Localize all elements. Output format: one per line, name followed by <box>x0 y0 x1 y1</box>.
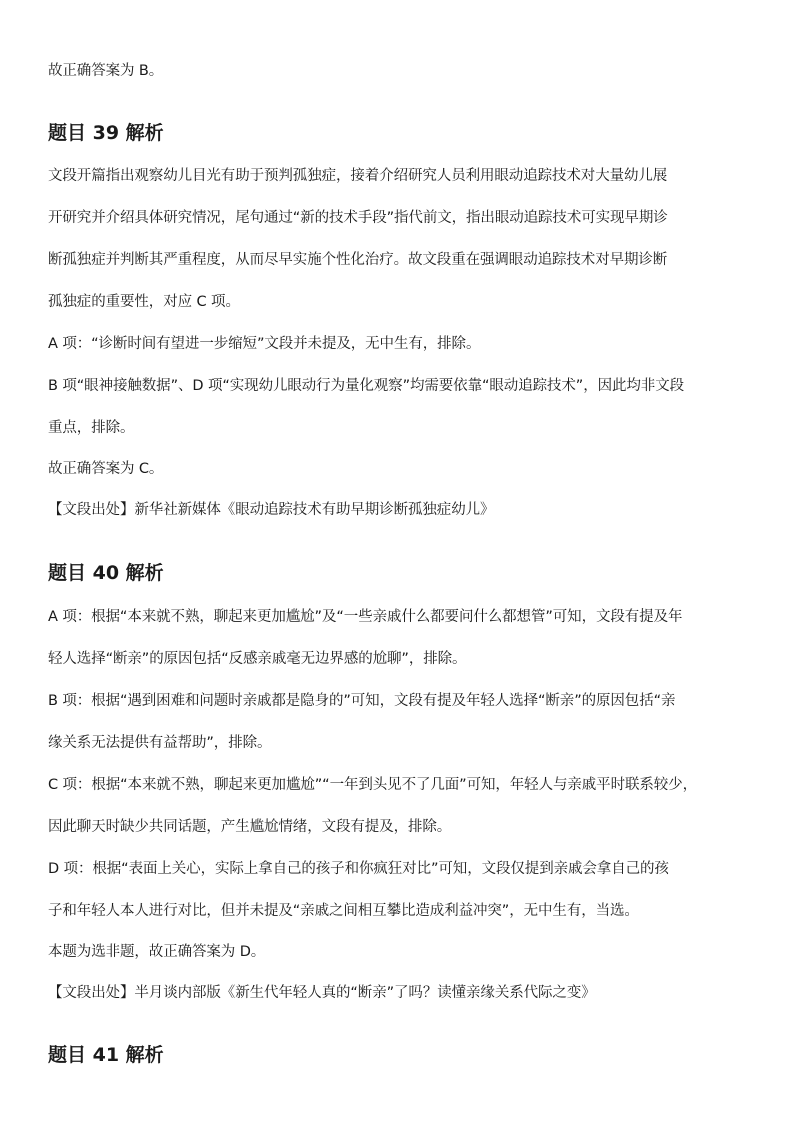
option-c-explanation: C 项：根据“本来就不熟，聊起来更加尴尬”“一年到头见不了几面”可知，年轻人与亲戚平时联系较少， <box>48 777 697 793</box>
paragraph-line: 文段开篇指出观察幼儿目光有助于预判孤独症，接着介绍研究人员利用眼动追踪技术对大量幼儿展 <box>48 168 668 184</box>
section-heading-41: 题目 41 解析 <box>48 1044 164 1066</box>
option-b-explanation: B 项：根据“遇到困难和问题时亲戚都是隐身的”可知，文段有提及年轻人选择“断亲”的原因包括“亲 <box>48 693 676 709</box>
paragraph-line: 开研究并介绍具体研究情况，尾句通过“新的技术手段”指代前文，指出眼动追踪技术可实现早期诊 <box>48 210 668 226</box>
option-d-explanation: D 项：根据“表面上关心，实际上拿自己的孩子和你疯狂对比”可知，文段仅提到亲戚会拿自己的孩 <box>48 861 669 877</box>
option-bd-explanation: B 项“眼神接触数据”、D 项“实现幼儿眼动行为量化观察”均需要依靠“眼动追踪技术”，因此均非文段 <box>48 378 684 394</box>
option-a-explanation: 轻人选择“断亲”的原因包括“反感亲戚毫无边界感的尬聊”，排除。 <box>48 651 467 667</box>
section-heading-40: 题目 40 解析 <box>48 562 164 584</box>
answer-line: 本题为选非题，故正确答案为 D。 <box>48 944 266 960</box>
paragraph-line: 断孤独症并判断其严重程度，从而尽早实施个性化治疗。故文段重在强调眼动追踪技术对早期诊断 <box>48 252 668 268</box>
section-heading-39: 题目 39 解析 <box>48 122 164 144</box>
option-d-explanation: 子和年轻人本人进行对比，但并未提及“亲戚之间相互攀比造成利益冲突”，无中生有，当选。 <box>48 903 639 919</box>
option-b-explanation: 缘关系无法提供有益帮助”，排除。 <box>48 735 272 751</box>
option-a-explanation: A 项：“诊断时间有望进一步缩短”文段并未提及，无中生有，排除。 <box>48 336 481 352</box>
option-c-explanation: 因此聊天时缺少共同话题，产生尴尬情绪，文段有提及，排除。 <box>48 819 452 835</box>
source-citation: 【文段出处】半月谈内部版《新生代年轻人真的“断亲”了吗？读懂亲缘关系代际之变》 <box>48 985 596 1001</box>
answer-line: 故正确答案为 B。 <box>48 63 164 79</box>
option-bd-explanation: 重点，排除。 <box>48 420 135 436</box>
source-citation: 【文段出处】新华社新媒体《眼动追踪技术有助早期诊断孤独症幼儿》 <box>48 502 495 518</box>
option-a-explanation: A 项：根据“本来就不熟，聊起来更加尴尬”及“一些亲戚什么都要问什么都想管”可知，文段有提及年 <box>48 609 683 625</box>
paragraph-line: 孤独症的重要性，对应 C 项。 <box>48 294 240 310</box>
answer-line: 故正确答案为 C。 <box>48 461 164 477</box>
